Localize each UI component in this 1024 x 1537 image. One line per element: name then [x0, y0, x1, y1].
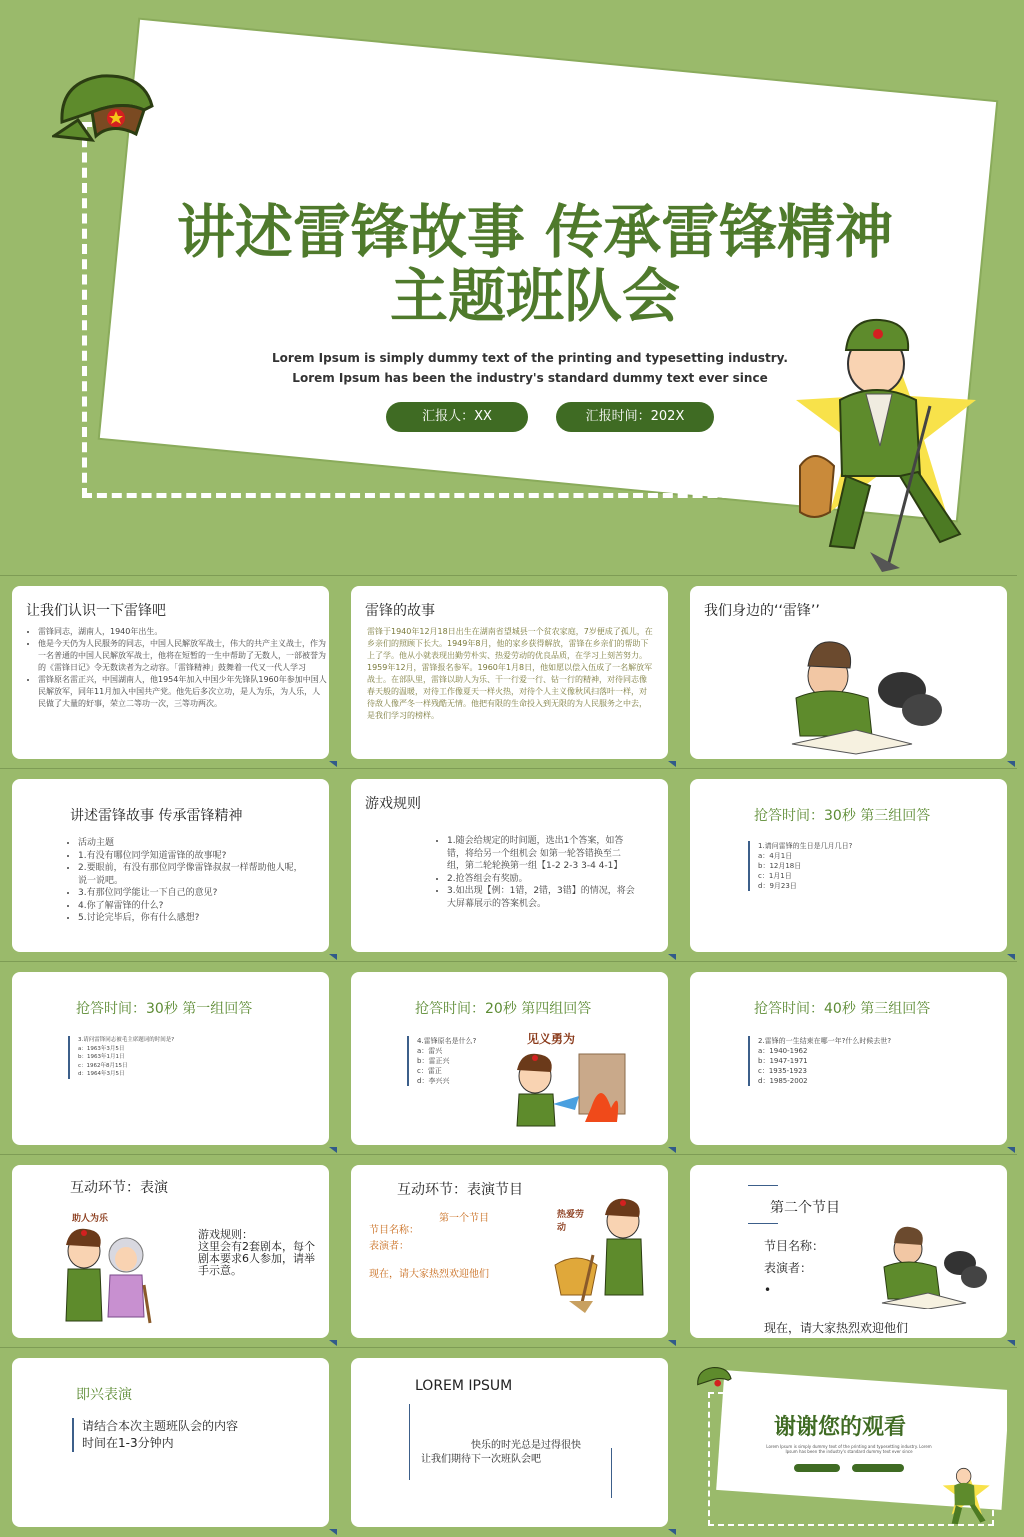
slide-title: 讲述雷锋故事 传承雷锋精神: [70, 808, 243, 824]
soldier-reading-illustration: [772, 626, 952, 756]
bullet-list: 请结合本次主题班队会的内容 时间在1-3分钟内: [72, 1418, 238, 1452]
quiz-question: 1.请问雷锋的生日是几月几日? a：4月1日 b：12月18日 c：1月1日 d：9月23日: [748, 841, 852, 891]
hero-slide: [0, 0, 1024, 575]
slide-title: 雷锋的故事: [365, 603, 435, 619]
hero-title-line1: 讲述雷锋故事 传承雷锋精神: [176, 198, 894, 266]
firefighting-girl-illustration: [501, 1048, 631, 1138]
illustration-caption: 助人为乐: [72, 1214, 109, 1224]
thanks-subtitle: Lorem Ipsum is simply dummy text of the printing and typesetting industry. Lorem Ipsum has been the industry's standard dummy text ever since: [766, 1444, 932, 1454]
slide-title: 抢答时间：20秒 第四组回答: [415, 1001, 592, 1017]
slide-title: 第二个节目: [770, 1200, 840, 1216]
report-time-button[interactable]: [852, 1464, 904, 1472]
hero-subtitle-line2: Lorem Ipsum has been the industry's standard dummy text ever since: [292, 371, 768, 385]
quiz-question: 2.雷锋的一生结束在哪一年?什么时候去世? a：1940-1962 b：1947-1971 c：1935-1923 d：1985-2002: [748, 1036, 891, 1086]
hero-title: [120, 200, 950, 328]
slide-thumbnail-1[interactable]: [0, 575, 339, 769]
slide-title: 游戏规则: [365, 796, 421, 812]
report-time-button[interactable]: 汇报时间：202X: [556, 402, 714, 432]
army-hat-icon: [52, 62, 160, 146]
slide-thumbnail-8[interactable]: [339, 961, 678, 1155]
slide-thumbnail-14[interactable]: [339, 1347, 678, 1537]
slide-thumbnail-12[interactable]: [678, 1154, 1017, 1348]
slide-title: 抢答时间：30秒 第一组回答: [76, 1001, 253, 1017]
story-body: 雷锋于1940年12月18日出生在湖南省望城县一个贫农家庭，7岁便成了孤儿，在乡亲们的照顾下长大。1949年8月，他的家乡获得解放，雷锋在乡亲们的帮助下上了学。他从小就表现出勤劳朴实、热爱劳动的优良品质，在学习上刻苦努力。1959年12月，雷锋报名参军。1960年1月8日，他如愿以偿入伍成了一名解放军战士。在部队里，雷锋以助人为乐、干一行爱一行、钻一行的精神，对待同志像春天般的温暖，对待工作像夏天一样火热，对待个人主义像秋风扫落叶一样，对待敌人像严冬一样残酷无情。他把有限的生命投入到无限的为人民服务之中去，是我们学习的榜样。: [367, 627, 653, 720]
thanks-title: 谢谢您的观看: [774, 1415, 907, 1440]
decor-line: [611, 1448, 612, 1498]
corner-mark-icon: [1007, 1340, 1015, 1346]
slide-thumbnail-15[interactable]: [678, 1347, 1017, 1537]
slide-thumbnail-13[interactable]: [0, 1347, 339, 1537]
slide-title: 让我们认识一下雷锋吧: [26, 603, 166, 619]
quiz-question: 4.雷锋原名是什么? a：雷兴 b：雷正兴 c：雷正 d：李兴兴: [407, 1036, 476, 1086]
slide-title: 我们身边的‘‘雷锋’’: [704, 603, 820, 619]
soldier-sweeping-illustration: [770, 316, 1000, 572]
program-title: 第一个节目: [439, 1213, 489, 1224]
slide-title: 抢答时间：30秒 第三组回答: [754, 808, 931, 824]
rules-text: 游戏规则： 这里会有2套剧本，每个剧本要求6人参加，请举手示意。: [198, 1228, 315, 1277]
slide-title: 互动环节：表演节目: [397, 1182, 523, 1198]
reporter-button[interactable]: [794, 1464, 840, 1472]
slide-thumbnail-grid: [0, 575, 1024, 1536]
slide-thumbnail-11[interactable]: [339, 1154, 678, 1348]
title-rule: [748, 1185, 778, 1186]
hero-subtitle: [230, 348, 830, 388]
bullet-list: • 活动主题 • 1.有没有哪位同学知道雷锋的故事呢? • 2.要眼前，有没有那位同学像雷锋叔叔一样帮助他人呢，说一说吧。 • 3.有那位同学能让一下自己的意见? • 4.你了解雷锋的什么? • 5.讨论完毕后，你有什么感想?: [68, 837, 308, 925]
slide-thumbnail-4[interactable]: [0, 768, 339, 962]
army-hat-icon: [694, 1362, 734, 1394]
corner-mark-icon: [668, 1147, 676, 1153]
hero-subtitle-line1: Lorem Ipsum is simply dummy text of the printing and typesetting industry.: [272, 351, 788, 365]
slide-title: 互动环节：表演: [70, 1180, 168, 1196]
corner-mark-icon: [668, 761, 676, 767]
corner-mark-icon: [668, 1340, 676, 1346]
slide-thumbnail-6[interactable]: [678, 768, 1017, 962]
bullet-list: • 雷锋同志，湖南人，1940年出生。 • 他是今天仍为人民服务的同志，中国人民解放军战士，伟大的共产主义战士，作为一名普通的中国人民解放军战士，他将在短暂的一生中帮助了无数人，一部被誉为的《雷锋日记》令无数读者为之动容。「雷锋精神」鼓舞着一代又一代人学习 • 雷锋原名雷正兴，中国湖南人，他1954年加入中国少年先锋队1960年参加中国人民解放军，同年11月加入中国共产党。他先后多次立功，是人为乐，为人乐，人民做了大量的好事，荣立二等功一次，三等功两次。: [28, 626, 328, 710]
slide-thumbnail-9[interactable]: [678, 961, 1017, 1155]
closing-line1: 快乐的时光总是过得很快: [471, 1440, 581, 1451]
slide-title: LOREM IPSUM: [415, 1378, 513, 1394]
decor-line: [409, 1404, 410, 1480]
soldier-sweeping-illustration: [936, 1462, 996, 1527]
corner-mark-icon: [668, 1529, 676, 1535]
corner-mark-icon: [1007, 761, 1015, 767]
girl-sweeping-illustration: [547, 1195, 659, 1315]
corner-mark-icon: [329, 761, 337, 767]
corner-mark-icon: [1007, 954, 1015, 960]
illustration-caption: 见义勇为: [527, 1032, 576, 1046]
slide-thumbnail-10[interactable]: [0, 1154, 339, 1348]
helping-elderly-illustration: [54, 1225, 154, 1325]
title-rule: [748, 1223, 778, 1224]
slide-title: 抢答时间：40秒 第三组回答: [754, 1001, 931, 1017]
slide-title: 即兴表演: [76, 1387, 132, 1403]
slide-thumbnail-5[interactable]: [339, 768, 678, 962]
program-details: 节目名称： 表演者： 现在，请大家热烈欢迎他们: [369, 1225, 489, 1280]
reporter-button[interactable]: 汇报人：XX: [386, 402, 528, 432]
corner-mark-icon: [329, 1340, 337, 1346]
corner-mark-icon: [329, 1529, 337, 1535]
slide-thumbnail-2[interactable]: [339, 575, 678, 769]
program-details: 节目名称： 表演者： • 现在，请大家热烈欢迎他们: [764, 1239, 909, 1335]
soldier-reading-illustration: [870, 1219, 990, 1309]
corner-mark-icon: [329, 1147, 337, 1153]
slide-thumbnail-3[interactable]: [678, 575, 1017, 769]
hero-title-line2: 主题班队会: [389, 262, 680, 330]
corner-mark-icon: [668, 954, 676, 960]
closing-line2: 让我们期待下一次班队会吧: [421, 1454, 541, 1465]
corner-mark-icon: [329, 954, 337, 960]
rules-list: • 1.随会给规定的时间题，选出1个答案，如答错，将给另一个组机会 如第一轮答错换至二组，第二轮轮换第一组【1-2 2-3 3-4 4-1】 • 2.抢答组会有奖励。 • 3.如出现【例：1错，2错，3错】的情况，将会大屏幕展示的答案机会。: [437, 835, 637, 910]
quiz-question: 3.请问雷锋同志被毛主席题词的时间是? a：1963年3月5日 b：1963年1月1日 c：1962年8月15日 d：1964年3月5日: [68, 1036, 174, 1079]
illustration-caption: 热爱劳动: [557, 1210, 585, 1233]
corner-mark-icon: [1007, 1147, 1015, 1153]
slide-thumbnail-7[interactable]: [0, 961, 339, 1155]
